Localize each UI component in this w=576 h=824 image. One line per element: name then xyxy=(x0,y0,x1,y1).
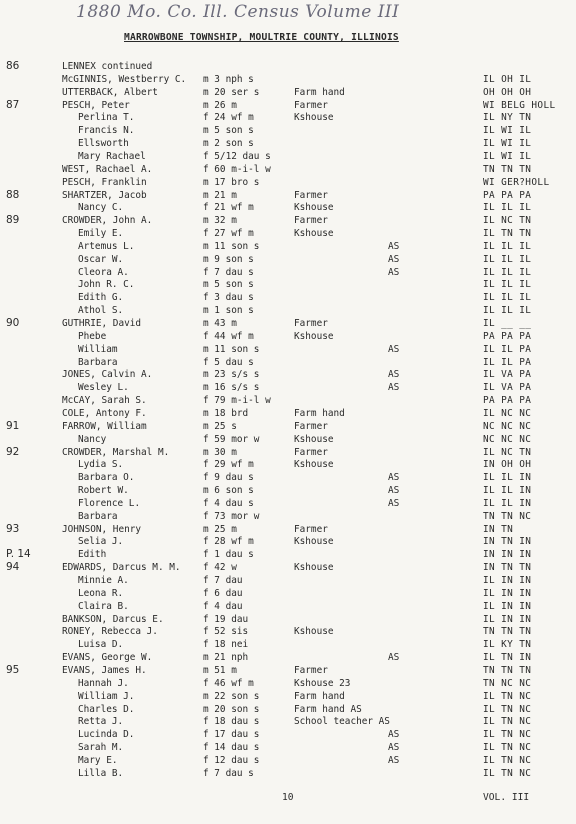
occupation: Kshouse xyxy=(294,536,334,548)
person-name: PESCH, Peter xyxy=(62,99,130,111)
occupation: Farm hand xyxy=(294,407,345,419)
person-details: f 42 w xyxy=(203,562,237,574)
birthplaces: IL TN NC xyxy=(483,716,532,728)
person-details: f 59 mor w xyxy=(203,433,260,445)
table-row xyxy=(0,458,576,471)
person-details: m 11 son s xyxy=(203,343,260,355)
person-details: m 3 nph s xyxy=(203,73,254,85)
table-row xyxy=(0,523,576,536)
occupation: Kshouse xyxy=(294,626,334,638)
birthplaces: IL VA PA xyxy=(483,369,532,381)
person-name: Artemus L. xyxy=(78,240,135,252)
person-name: EVANS, George W. xyxy=(62,652,153,664)
page-number: 10 xyxy=(282,792,294,803)
person-name: Cleora A. xyxy=(78,266,129,278)
birthplaces: IL IN IN xyxy=(483,575,532,586)
table-row xyxy=(0,150,576,163)
person-details: m 51 m xyxy=(203,664,237,676)
birthplaces: WI BELG HOLL xyxy=(483,99,556,111)
person-details: m 21 m xyxy=(203,189,237,201)
table-row xyxy=(0,266,576,279)
page-subtitle: MARROWBONE TOWNSHIP, MOULTRIE COUNTY, ILLINOIS xyxy=(124,32,399,43)
school-attendance: AS xyxy=(388,754,400,766)
person-name: Sarah M. xyxy=(78,742,124,754)
table-row xyxy=(0,638,576,651)
person-details: m 16 s/s s xyxy=(203,382,260,394)
table-row xyxy=(0,60,576,73)
table-row xyxy=(0,394,576,407)
birthplaces: IL NC TN xyxy=(483,215,532,227)
table-row xyxy=(0,548,576,561)
school-attendance: AS xyxy=(388,485,400,497)
person-name: JOHNSON, Henry xyxy=(62,523,142,535)
table-row xyxy=(0,715,576,728)
person-details: f 46 wf m xyxy=(203,677,254,689)
birthplaces: IL IL IN xyxy=(483,485,532,497)
occupation: Farm hand AS xyxy=(294,703,362,715)
person-name: Athol S. xyxy=(78,305,124,317)
person-name: Perlina T. xyxy=(78,112,135,124)
table-row xyxy=(0,214,576,227)
person-details: f 21 wf m xyxy=(203,202,254,214)
table-row xyxy=(0,561,576,574)
birthplaces: OH OH OH xyxy=(483,86,532,98)
birthplaces: NC NC NC xyxy=(483,420,532,432)
table-row xyxy=(0,741,576,754)
person-name: CROWDER, John A. xyxy=(62,215,153,227)
person-name: Leona R. xyxy=(78,587,124,599)
birthplaces: IL IL IL xyxy=(483,266,532,278)
person-details: m 25 s xyxy=(203,420,237,432)
person-details: f 18 dau s xyxy=(203,716,260,728)
occupation: Farmer xyxy=(294,420,328,432)
person-details: f 12 dau s xyxy=(203,754,260,766)
birthplaces: IL KY TN xyxy=(483,639,532,651)
person-details: m 21 nph xyxy=(203,652,249,664)
table-row xyxy=(0,99,576,112)
person-name: Barbara xyxy=(78,510,118,522)
family-number: 86 xyxy=(6,60,20,72)
occupation: Farmer xyxy=(294,318,328,329)
person-name: McCAY, Sarah S. xyxy=(62,395,147,407)
birthplaces: IL IN IN xyxy=(483,587,532,599)
table-row xyxy=(0,664,576,677)
birthplaces: NC NC NC xyxy=(483,433,532,445)
table-row xyxy=(0,330,576,343)
person-details: m 23 s/s s xyxy=(203,369,260,381)
birthplaces: IL IL IL xyxy=(483,202,532,214)
person-details: f 3 dau s xyxy=(203,292,254,304)
table-row xyxy=(0,728,576,741)
birthplaces: IN OH OH xyxy=(483,459,532,471)
birthplaces: IL WI IL xyxy=(483,125,532,137)
family-number: 93 xyxy=(6,522,20,535)
table-row xyxy=(0,446,576,459)
volume-label: VOL. III xyxy=(483,792,530,803)
person-name: Florence L. xyxy=(78,497,141,509)
occupation: Farm hand xyxy=(294,86,345,98)
school-attendance: AS xyxy=(388,729,400,741)
school-attendance: AS xyxy=(388,240,400,252)
occupation: Farmer xyxy=(294,664,328,676)
person-name: Lydia S. xyxy=(78,459,124,471)
occupation: Kshouse xyxy=(294,330,334,342)
birthplaces: TN TN TN xyxy=(483,163,532,175)
birthplaces: IL IL PA xyxy=(483,343,532,355)
person-name: Edith G. xyxy=(78,292,124,304)
birthplaces: IL __ __ xyxy=(483,318,532,329)
person-name: EDWARDS, Darcus M. M. xyxy=(62,562,181,574)
person-details: m 43 m xyxy=(203,318,237,329)
person-details: m 5 son s xyxy=(203,279,254,291)
family-number: 89 xyxy=(6,214,20,227)
person-name: LENNEX continued xyxy=(62,61,153,72)
person-name: COLE, Antony F. xyxy=(62,407,147,419)
person-name: FARROW, William xyxy=(62,420,147,432)
person-name: Mary Rachael xyxy=(78,150,146,162)
table-row xyxy=(0,253,576,266)
birthplaces: IL TN NC xyxy=(483,754,532,766)
table-row xyxy=(0,703,576,716)
person-details: f 1 dau s xyxy=(203,549,254,561)
birthplaces: IL OH IL xyxy=(483,73,532,85)
person-name: Nancy xyxy=(78,433,107,445)
table-row xyxy=(0,510,576,523)
person-details: f 5/12 dau s xyxy=(203,150,271,162)
table-row xyxy=(0,304,576,317)
person-name: William J. xyxy=(78,690,135,702)
person-details: m 18 brd xyxy=(203,407,249,419)
person-name: Barbara O. xyxy=(78,472,135,484)
person-name: WEST, Rachael A. xyxy=(62,163,153,175)
birthplaces: IL TN NC xyxy=(483,729,532,741)
family-number: 94 xyxy=(6,561,20,574)
family-number: 91 xyxy=(6,419,20,432)
family-number: 95 xyxy=(6,663,20,676)
school-attendance: AS xyxy=(388,369,400,381)
birthplaces: IL NC TN xyxy=(483,446,532,458)
occupation: Kshouse xyxy=(294,202,334,214)
person-name: Mary E. xyxy=(78,754,118,766)
table-row xyxy=(0,754,576,767)
family-number: P. 14 xyxy=(6,548,31,561)
person-details: f 19 dau xyxy=(203,613,249,625)
person-details: f 4 dau s xyxy=(203,497,254,509)
birthplaces: IL TN TN xyxy=(483,228,532,240)
birthplaces: IL TN NC xyxy=(483,742,532,754)
person-name: GUTHRIE, David xyxy=(62,318,142,329)
person-name: Wesley L. xyxy=(78,382,129,394)
person-details: m 17 bro s xyxy=(203,176,260,188)
person-name: Phebe xyxy=(78,330,107,342)
person-details: f 44 wf m xyxy=(203,330,254,342)
person-name: Oscar W. xyxy=(78,253,124,265)
table-row xyxy=(0,343,576,356)
occupation: Farmer xyxy=(294,215,328,227)
table-row xyxy=(0,368,576,381)
table-row xyxy=(0,484,576,497)
person-details: m 9 son s xyxy=(203,253,254,265)
birthplaces: IL TN NC xyxy=(483,767,532,779)
birthplaces: IL IL IL xyxy=(483,292,532,304)
person-details: f 7 dau xyxy=(203,575,243,586)
table-row xyxy=(0,291,576,304)
table-row xyxy=(0,176,576,189)
birthplaces: WI GER?HOLL xyxy=(483,176,550,188)
table-row xyxy=(0,497,576,510)
person-details: f 52 sis xyxy=(203,626,249,638)
table-row xyxy=(0,587,576,600)
birthplaces: IL VA PA xyxy=(483,382,532,394)
person-name: BANKSON, Darcus E. xyxy=(62,613,164,625)
occupation: Farm hand xyxy=(294,690,345,702)
occupation: Farmer xyxy=(294,99,328,111)
table-row xyxy=(0,227,576,240)
table-row xyxy=(0,767,576,780)
school-attendance: AS xyxy=(388,497,400,509)
person-details: f 29 wf m xyxy=(203,459,254,471)
person-details: f 24 wf m xyxy=(203,112,254,124)
birthplaces: IL IL IL xyxy=(483,253,532,265)
person-name: SHARTZER, Jacob xyxy=(62,189,147,201)
birthplaces: PA PA PA xyxy=(483,330,532,342)
person-name: Lucinda D. xyxy=(78,729,135,741)
table-row xyxy=(0,317,576,330)
birthplaces: TN TN NC xyxy=(483,510,532,522)
table-row xyxy=(0,137,576,150)
school-attendance: AS xyxy=(388,652,400,664)
table-row xyxy=(0,535,576,548)
person-name: Robert W. xyxy=(78,485,129,497)
person-name: PESCH, Franklin xyxy=(62,176,147,188)
table-row xyxy=(0,407,576,420)
person-name: Claira B. xyxy=(78,600,129,612)
person-details: m 30 m xyxy=(203,446,237,458)
person-details: m 22 son s xyxy=(203,690,260,702)
family-number: 90 xyxy=(6,317,20,329)
person-details: m 20 ser s xyxy=(203,86,260,98)
birthplaces: IL IN IN xyxy=(483,600,532,612)
birthplaces: PA PA PA xyxy=(483,395,532,407)
person-details: m 25 m xyxy=(203,523,237,535)
family-number: 92 xyxy=(6,445,20,458)
person-name: Emily E. xyxy=(78,228,124,240)
person-details: f 7 dau s xyxy=(203,266,254,278)
person-details: f 27 wf m xyxy=(203,228,254,240)
person-details: f 9 dau s xyxy=(203,472,254,484)
family-number: 87 xyxy=(6,98,20,111)
table-row xyxy=(0,189,576,202)
person-name: Luisa D. xyxy=(78,639,124,651)
person-name: Barbara xyxy=(78,356,118,368)
person-details: f 28 wf m xyxy=(203,536,254,548)
birthplaces: PA PA PA xyxy=(483,189,532,201)
birthplaces: IL TN NC xyxy=(483,703,532,715)
birthplaces: IL IL IL xyxy=(483,279,532,291)
table-row xyxy=(0,690,576,703)
person-name: McGINNIS, Westberry C. xyxy=(62,73,187,85)
person-name: Retta J. xyxy=(78,716,124,728)
occupation: Farmer xyxy=(294,523,328,535)
person-name: Selia J. xyxy=(78,536,124,548)
birthplaces: IL TN IN xyxy=(483,652,532,664)
person-details: f 73 mor w xyxy=(203,510,260,522)
person-name: John R. C. xyxy=(78,279,135,291)
person-details: m 26 m xyxy=(203,99,237,111)
person-name: Francis N. xyxy=(78,125,135,137)
person-name: Charles D. xyxy=(78,703,135,715)
person-details: f 18 nei xyxy=(203,639,249,651)
birthplaces: IL WI IL xyxy=(483,138,532,150)
birthplaces: IN TN IN xyxy=(483,536,532,548)
person-details: f 14 dau s xyxy=(203,742,260,754)
occupation: Farmer xyxy=(294,446,328,458)
school-attendance: AS xyxy=(388,382,400,394)
person-details: m 5 son s xyxy=(203,125,254,137)
person-details: m 32 m xyxy=(203,215,237,227)
person-name: Lilla B. xyxy=(78,767,124,779)
person-details: f 60 m-i-l w xyxy=(203,163,271,175)
person-details: m 1 son s xyxy=(203,305,254,317)
person-details: m 6 son s xyxy=(203,485,254,497)
person-name: JONES, Calvin A. xyxy=(62,369,153,381)
table-row xyxy=(0,677,576,690)
table-row xyxy=(0,651,576,664)
person-name: CROWDER, Marshal M. xyxy=(62,446,170,458)
birthplaces: IL IL IN xyxy=(483,497,532,509)
table-row xyxy=(0,111,576,124)
table-row xyxy=(0,163,576,176)
birthplaces: IN TN TN xyxy=(483,562,532,574)
person-details: m 2 son s xyxy=(203,138,254,150)
birthplaces: IL NC NC xyxy=(483,407,532,419)
birthplaces: IL IL PA xyxy=(483,356,532,368)
birthplaces: IL NY TN xyxy=(483,112,532,124)
birthplaces: TN TN TN xyxy=(483,664,532,676)
birthplaces: IL IL IL xyxy=(483,305,532,317)
family-number: 88 xyxy=(6,188,20,201)
person-name: Ellsworth xyxy=(78,138,129,150)
person-name: Minnie A. xyxy=(78,575,129,586)
person-name: EVANS, James H. xyxy=(62,664,147,676)
table-row xyxy=(0,471,576,484)
table-row xyxy=(0,613,576,626)
table-row xyxy=(0,381,576,394)
table-row xyxy=(0,201,576,214)
school-attendance: AS xyxy=(388,472,400,484)
person-details: f 7 dau s xyxy=(203,767,254,779)
person-name: Edith xyxy=(78,549,107,561)
occupation: Kshouse xyxy=(294,228,334,240)
birthplaces: IL WI IL xyxy=(483,150,532,162)
school-attendance: AS xyxy=(388,742,400,754)
occupation: Kshouse xyxy=(294,459,334,471)
school-attendance: AS xyxy=(388,343,400,355)
person-details: f 4 dau xyxy=(203,600,243,612)
birthplaces: IN TN xyxy=(483,523,514,535)
person-name: Nancy C. xyxy=(78,202,124,214)
occupation: Farmer xyxy=(294,189,328,201)
table-row xyxy=(0,73,576,86)
birthplaces: IL IL IN xyxy=(483,472,532,484)
person-name: Hannah J. xyxy=(78,677,129,689)
person-name: UTTERBACK, Albert xyxy=(62,86,158,98)
table-row xyxy=(0,574,576,587)
person-details: f 5 dau s xyxy=(203,356,254,368)
table-row xyxy=(0,240,576,253)
table-row xyxy=(0,625,576,638)
table-row xyxy=(0,600,576,613)
birthplaces: IL IL IL xyxy=(483,240,532,252)
occupation: School teacher AS xyxy=(294,716,390,728)
birthplaces: IL IN IN xyxy=(483,613,532,625)
birthplaces: TN NC NC xyxy=(483,677,532,689)
occupation: Kshouse xyxy=(294,433,334,445)
handwritten-title: 1880 Mo. Co. Ill. Census Volume III xyxy=(76,2,400,22)
occupation: Kshouse 23 xyxy=(294,677,351,689)
table-row xyxy=(0,420,576,433)
table-row xyxy=(0,278,576,291)
person-details: f 6 dau xyxy=(203,587,243,599)
table-row xyxy=(0,356,576,369)
birthplaces: IN IN IN xyxy=(483,549,532,561)
school-attendance: AS xyxy=(388,266,400,278)
occupation: Kshouse xyxy=(294,562,334,574)
table-row xyxy=(0,124,576,137)
birthplaces: IL TN NC xyxy=(483,690,532,702)
school-attendance: AS xyxy=(388,253,400,265)
table-row xyxy=(0,86,576,99)
person-name: RONEY, Rebecca J. xyxy=(62,626,158,638)
person-details: m 20 son s xyxy=(203,703,260,715)
occupation: Kshouse xyxy=(294,112,334,124)
table-row xyxy=(0,433,576,446)
person-details: f 17 dau s xyxy=(203,729,260,741)
person-details: m 11 son s xyxy=(203,240,260,252)
birthplaces: TN TN TN xyxy=(483,626,532,638)
person-name: William xyxy=(78,343,118,355)
person-details: f 79 m-i-l w xyxy=(203,395,271,407)
